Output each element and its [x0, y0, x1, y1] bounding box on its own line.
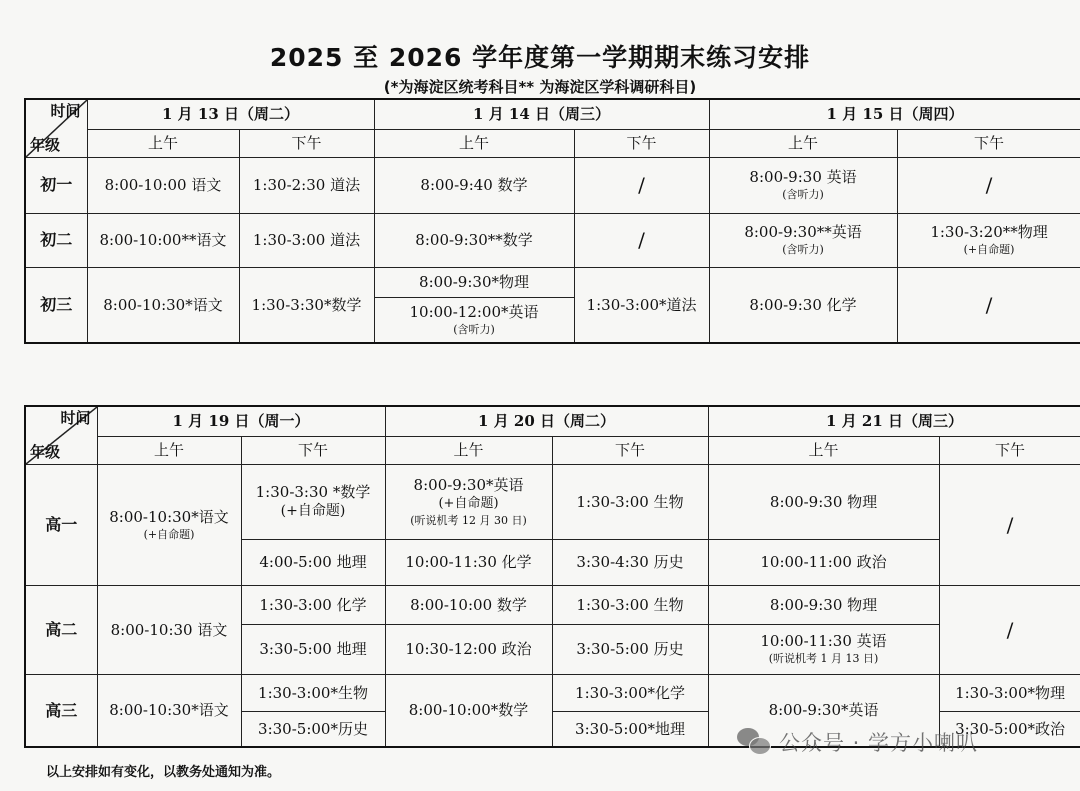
page-title: 2025 至 2026 学年度第一学期期末练习安排 [269, 43, 811, 72]
header-corner-cell [25, 99, 87, 157]
am-header: 上午 [87, 129, 239, 157]
day-header: 1 月 21 日（周三） [708, 406, 1080, 436]
am-header: 上午 [374, 129, 574, 157]
exam-note: (+自命题) [143, 527, 195, 541]
exam-text: 1:30-3:20**物理 [930, 223, 1048, 242]
exam-cell: 1:30-2:30 道法 [239, 157, 374, 213]
exam-text: 8:00-10:30*语文 [109, 507, 229, 526]
exam-cell: 10:00-11:30 化学 [385, 539, 552, 585]
exam-cell [241, 464, 385, 539]
pm-header: 下午 [939, 436, 1080, 464]
day-header: 1 月 15 日（周四） [709, 99, 1080, 129]
exam-text: 10:00-12:00*英语 [409, 303, 539, 322]
exam-text: 8:00-9:30*英语 [413, 476, 524, 495]
exam-cell: 1:30-3:00 生物 [552, 464, 708, 539]
no-exam-cell: / [939, 464, 1080, 585]
exam-cell [97, 464, 241, 585]
exam-cell: 3:30-5:00*地理 [552, 711, 708, 747]
exam-cell: 3:30-5:00 地理 [241, 624, 385, 674]
exam-cell: 3:30-4:30 历史 [552, 539, 708, 585]
exam-cell: 8:00-10:00 数学 [385, 585, 552, 624]
day-header: 1 月 20 日（周二） [385, 406, 708, 436]
exam-cell [709, 213, 897, 267]
exam-cell: 8:00-10:00**语文 [87, 213, 239, 267]
no-exam-cell: / [897, 267, 1080, 343]
no-exam-cell: / [574, 157, 709, 213]
wechat-icon [737, 728, 771, 756]
pm-header: 下午 [241, 436, 385, 464]
exam-cell: 1:30-3:00*化学 [552, 674, 708, 711]
exam-text: 10:00-11:30 英语 [760, 632, 887, 651]
exam-text: 8:00-9:30**英语 [744, 223, 862, 242]
exam-text: 1:30-3:30 *数学 [255, 483, 371, 502]
exam-note: (听说机考 12 月 30 日) [410, 513, 527, 527]
page-subtitle: (*为海淀区统考科目** 为海淀区学科调研科目) [383, 78, 697, 96]
am-header: 上午 [385, 436, 552, 464]
exam-cell: 3:30-5:00*历史 [241, 711, 385, 747]
exam-cell [374, 297, 574, 343]
exam-cell: 8:00-9:30*物理 [374, 267, 574, 297]
pm-header: 下午 [897, 129, 1080, 157]
exam-cell: 8:00-10:00*数学 [385, 674, 552, 747]
senior-schedule-table [24, 405, 1080, 748]
exam-note: (含听力) [782, 188, 824, 202]
exam-cell: 8:00-10:30 语文 [97, 585, 241, 674]
watermark [737, 727, 978, 757]
exam-cell: 1:30-3:00 生物 [552, 585, 708, 624]
pm-header: 下午 [552, 436, 708, 464]
exam-cell [897, 213, 1080, 267]
exam-note: (含听力) [453, 323, 495, 337]
exam-cell: 3:30-5:00*政治 [939, 711, 1080, 747]
header-grade-label: 年级 [30, 135, 61, 154]
junior-schedule-table [24, 98, 1080, 344]
exam-cell: 10:00-11:00 政治 [708, 539, 939, 585]
pm-header: 下午 [239, 129, 374, 157]
grade-label: 初三 [25, 267, 87, 343]
no-exam-cell: / [574, 213, 709, 267]
am-header: 上午 [709, 129, 897, 157]
exam-cell: 4:00-5:00 地理 [241, 539, 385, 585]
header-grade-label: 年级 [30, 442, 61, 461]
exam-text: 8:00-9:30 英语 [749, 168, 857, 187]
day-header: 1 月 13 日（周二） [87, 99, 374, 129]
grade-label: 初一 [25, 157, 87, 213]
exam-cell: 1:30-3:00*生物 [241, 674, 385, 711]
watermark-text: 公众号 · 学方小喇叭 [779, 731, 979, 755]
exam-note: (+自命题) [963, 243, 1015, 257]
no-exam-cell: / [939, 585, 1080, 674]
header-corner-cell [25, 406, 97, 464]
grade-label: 高三 [25, 674, 97, 747]
exam-cell: 8:00-9:30 化学 [709, 267, 897, 343]
grade-label: 高一 [25, 464, 97, 585]
no-exam-cell: / [897, 157, 1080, 213]
grade-label: 初二 [25, 213, 87, 267]
exam-cell: 8:00-10:30*语文 [97, 674, 241, 747]
exam-cell: 8:00-10:00 语文 [87, 157, 239, 213]
exam-cell: 1:30-3:00*道法 [574, 267, 709, 343]
exam-cell: 8:00-9:30*英语 [708, 674, 939, 747]
header-time-label: 时间 [60, 409, 91, 427]
exam-cell: 1:30-3:30*数学 [239, 267, 374, 343]
exam-cell: 8:00-10:30*语文 [87, 267, 239, 343]
exam-cell: 10:30-12:00 政治 [385, 624, 552, 674]
exam-note: (含听力) [782, 243, 824, 257]
exam-cell: 8:00-9:30**数学 [374, 213, 574, 267]
exam-note: (听说机考 1 月 13 日) [768, 652, 879, 666]
exam-cell: 8:00-9:30 物理 [708, 585, 939, 624]
exam-cell: 8:00-9:40 数学 [374, 157, 574, 213]
pm-header: 下午 [574, 129, 709, 157]
exam-note: (+自命题) [280, 503, 346, 520]
am-header: 上午 [708, 436, 939, 464]
day-header: 1 月 14 日（周三） [374, 99, 709, 129]
header-time-label: 时间 [50, 102, 81, 120]
day-header: 1 月 19 日（周一） [97, 406, 385, 436]
exam-note: (+自命题) [438, 496, 499, 512]
grade-label: 高二 [25, 585, 97, 674]
exam-cell [708, 624, 939, 674]
exam-cell: 3:30-5:00 历史 [552, 624, 708, 674]
am-header: 上午 [97, 436, 241, 464]
exam-cell: 1:30-3:00*物理 [939, 674, 1080, 711]
exam-cell: 1:30-3:00 道法 [239, 213, 374, 267]
exam-cell [385, 464, 552, 539]
exam-cell: 1:30-3:00 化学 [241, 585, 385, 624]
exam-cell: 8:00-9:30 物理 [708, 464, 939, 539]
footer-note: 以上安排如有变化，以教务处通知为准。 [46, 765, 281, 780]
exam-cell [709, 157, 897, 213]
